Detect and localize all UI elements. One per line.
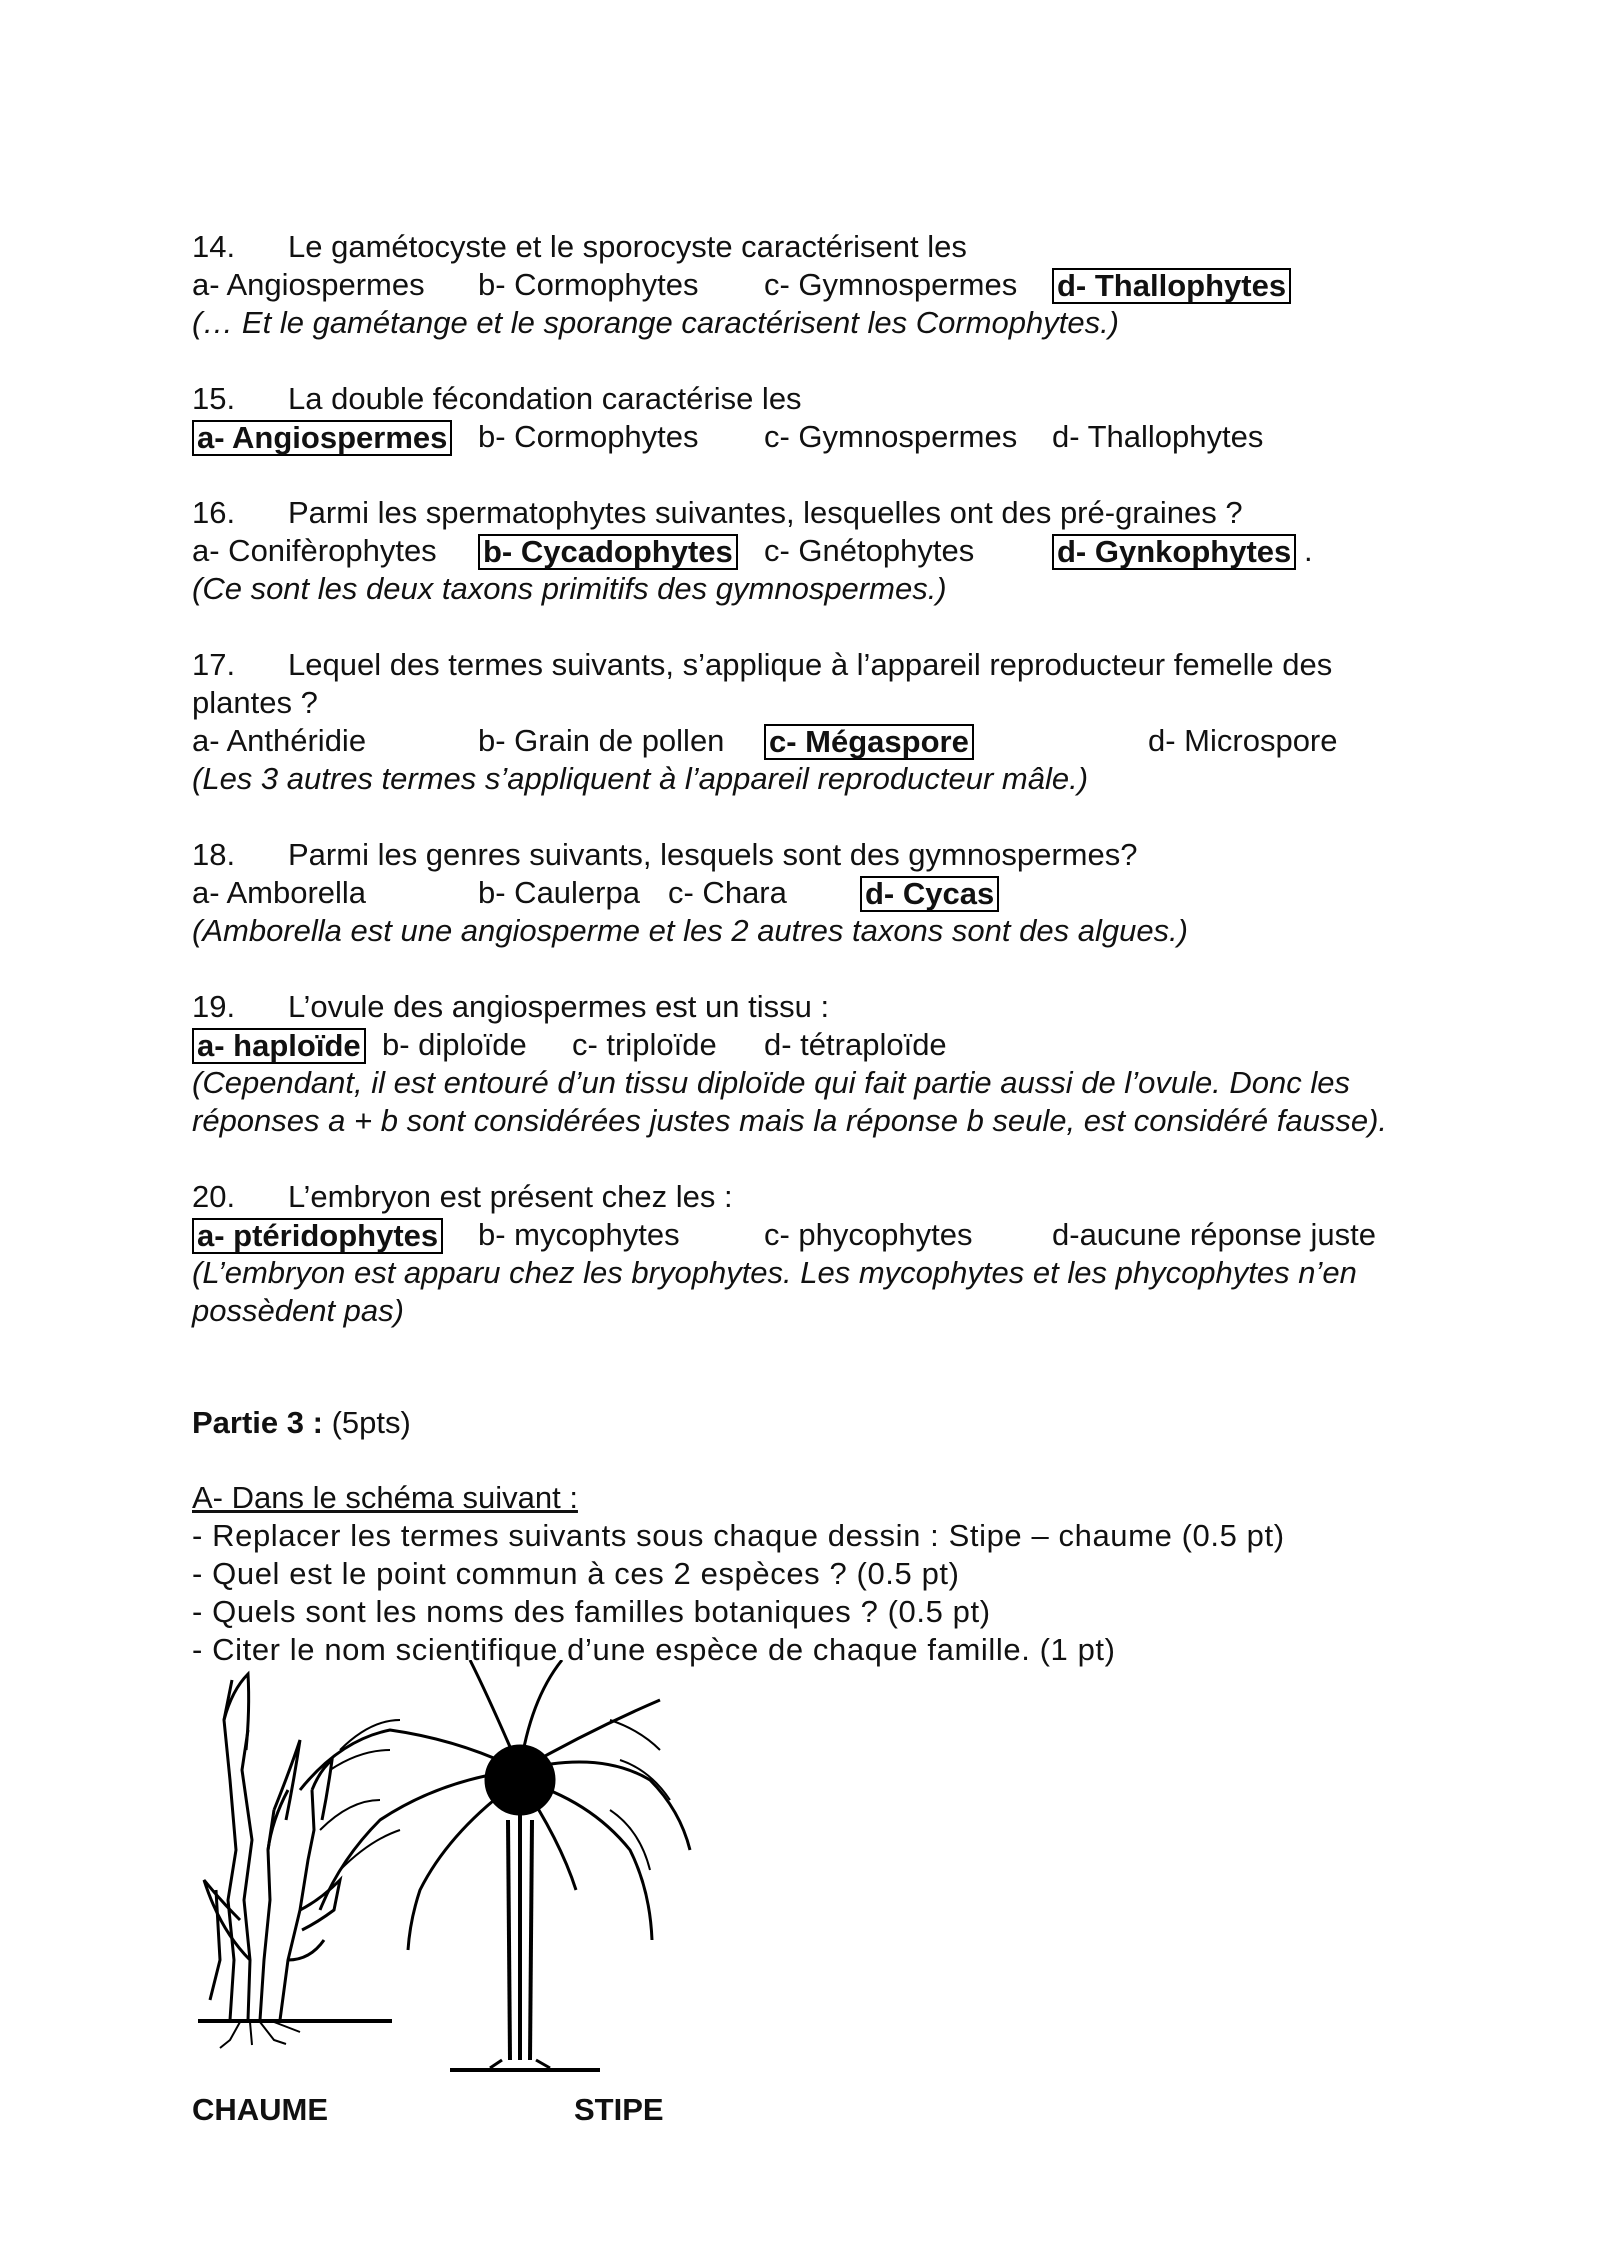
option-c: c- Gnétophytes bbox=[764, 533, 975, 568]
option-b: b- diploïde bbox=[382, 1027, 527, 1062]
option-a-correct: a- ptéridophytes bbox=[192, 1218, 443, 1254]
option-d: d- tétraploïde bbox=[764, 1027, 947, 1062]
question-stem: Parmi les genres suivants, lesquels sont des gymnospermes? bbox=[288, 837, 1138, 872]
option-c: c- triploïde bbox=[572, 1027, 717, 1062]
option-a-correct: a- Angiospermes bbox=[192, 420, 452, 456]
question-note: (Amborella est une angiosperme et les 2 autres taxons sont des algues.) bbox=[192, 913, 1188, 948]
question-stem: Le gamétocyste et le sporocyste caractérisent les bbox=[288, 229, 967, 264]
question-note: (Cependant, il est entouré d’un tissu diploïde qui fait partie aussi de l’ovule. Donc les bbox=[192, 1065, 1351, 1100]
option-b: b- Cormophytes bbox=[478, 267, 699, 302]
stipe-drawing bbox=[300, 1660, 690, 2070]
partie-points: (5pts) bbox=[331, 1405, 411, 1440]
option-d: d-aucune réponse juste bbox=[1052, 1217, 1377, 1252]
option-a: a- Angiospermes bbox=[192, 267, 425, 302]
question-number: 14. bbox=[192, 229, 236, 264]
question-15 bbox=[192, 380, 1492, 456]
option-b: b- Caulerpa bbox=[478, 875, 640, 910]
question-note: (Les 3 autres termes s’appliquent à l’appareil reproducteur mâle.) bbox=[192, 761, 1089, 796]
question-note: (L’embryon est apparu chez les bryophytes. Les mycophytes et les phycophytes n’en bbox=[192, 1255, 1357, 1290]
option-c-correct: c- Mégaspore bbox=[764, 724, 974, 760]
caption-stipe: STIPE bbox=[574, 2092, 664, 2127]
question-note-continued: réponses a + b sont considérées justes mais la réponse b seule, est considéré fausse). bbox=[192, 1103, 1388, 1138]
option-d-correct: d- Thallophytes bbox=[1052, 268, 1291, 304]
question-number: 15. bbox=[192, 381, 236, 416]
section-a-title: A- Dans le schéma suivant : bbox=[192, 1480, 578, 1515]
question-note: (… Et le gamétange et le sporange caractérisent les Cormophytes.) bbox=[192, 305, 1120, 340]
option-a: a- Anthéridie bbox=[192, 723, 367, 758]
partie-label: Partie 3 : bbox=[192, 1405, 323, 1440]
section-a-item: - Citer le nom scientifique d’une espèce de chaque famille. (1 pt) bbox=[192, 1632, 1116, 1667]
option-d-correct: d- Cycas bbox=[860, 876, 999, 912]
question-number: 16. bbox=[192, 495, 236, 530]
option-b: b- mycophytes bbox=[478, 1217, 680, 1252]
plant-schema-figure bbox=[190, 1660, 710, 2120]
option-c: c- Gymnospermes bbox=[764, 419, 1018, 454]
option-c: c- phycophytes bbox=[764, 1217, 973, 1252]
option-b-correct: b- Cycadophytes bbox=[478, 534, 738, 570]
option-a: a- Conifèrophytes bbox=[192, 533, 437, 568]
question-number: 19. bbox=[192, 989, 236, 1024]
question-19 bbox=[192, 988, 1492, 1140]
option-a: a- Amborella bbox=[192, 875, 367, 910]
option-d: d- Microspore bbox=[1148, 723, 1338, 758]
plant-drawings bbox=[190, 1660, 710, 2100]
option-c: c- Chara bbox=[668, 875, 787, 910]
question-18 bbox=[192, 836, 1492, 950]
section-a bbox=[192, 1479, 1442, 1669]
question-16 bbox=[192, 494, 1492, 608]
question-stem-continued: plantes ? bbox=[192, 685, 318, 720]
question-stem: L’embryon est présent chez les : bbox=[288, 1179, 733, 1214]
chaume-drawing bbox=[198, 1674, 392, 2048]
section-a-item: - Quel est le point commun à ces 2 espèces ? (0.5 pt) bbox=[192, 1556, 960, 1591]
section-a-item: - Replacer les termes suivants sous chaque dessin : Stipe – chaume (0.5 pt) bbox=[192, 1518, 1285, 1553]
option-c: c- Gymnospermes bbox=[764, 267, 1018, 302]
question-20 bbox=[192, 1178, 1492, 1330]
question-14 bbox=[192, 228, 1492, 342]
question-note-continued: possèdent pas) bbox=[192, 1293, 404, 1328]
question-note: (Ce sont les deux taxons primitifs des gymnospermes.) bbox=[192, 571, 947, 606]
question-stem: Parmi les spermatophytes suivantes, lesquelles ont des pré-graines ? bbox=[288, 495, 1243, 530]
section-a-item: - Quels sont les noms des familles botaniques ? (0.5 pt) bbox=[192, 1594, 991, 1629]
question-number: 20. bbox=[192, 1179, 236, 1214]
option-d-correct: d- Gynkophytes bbox=[1052, 534, 1296, 570]
question-stem: L’ovule des angiospermes est un tissu : bbox=[288, 989, 830, 1024]
question-number: 18. bbox=[192, 837, 236, 872]
option-a-correct: a- haploïde bbox=[192, 1028, 366, 1064]
question-stem: La double fécondation caractérise les bbox=[288, 381, 802, 416]
question-number: 17. bbox=[192, 647, 236, 682]
option-b: b- Grain de pollen bbox=[478, 723, 725, 758]
question-17 bbox=[192, 646, 1492, 798]
option-d: d- Thallophytes bbox=[1052, 419, 1264, 454]
option-trailing-period: . bbox=[1304, 533, 1313, 568]
question-stem: Lequel des termes suivants, s’applique à l’appareil reproducteur femelle des bbox=[288, 647, 1333, 682]
caption-chaume: CHAUME bbox=[192, 2092, 329, 2127]
partie-3-heading bbox=[192, 1404, 411, 1442]
option-b: b- Cormophytes bbox=[478, 419, 699, 454]
